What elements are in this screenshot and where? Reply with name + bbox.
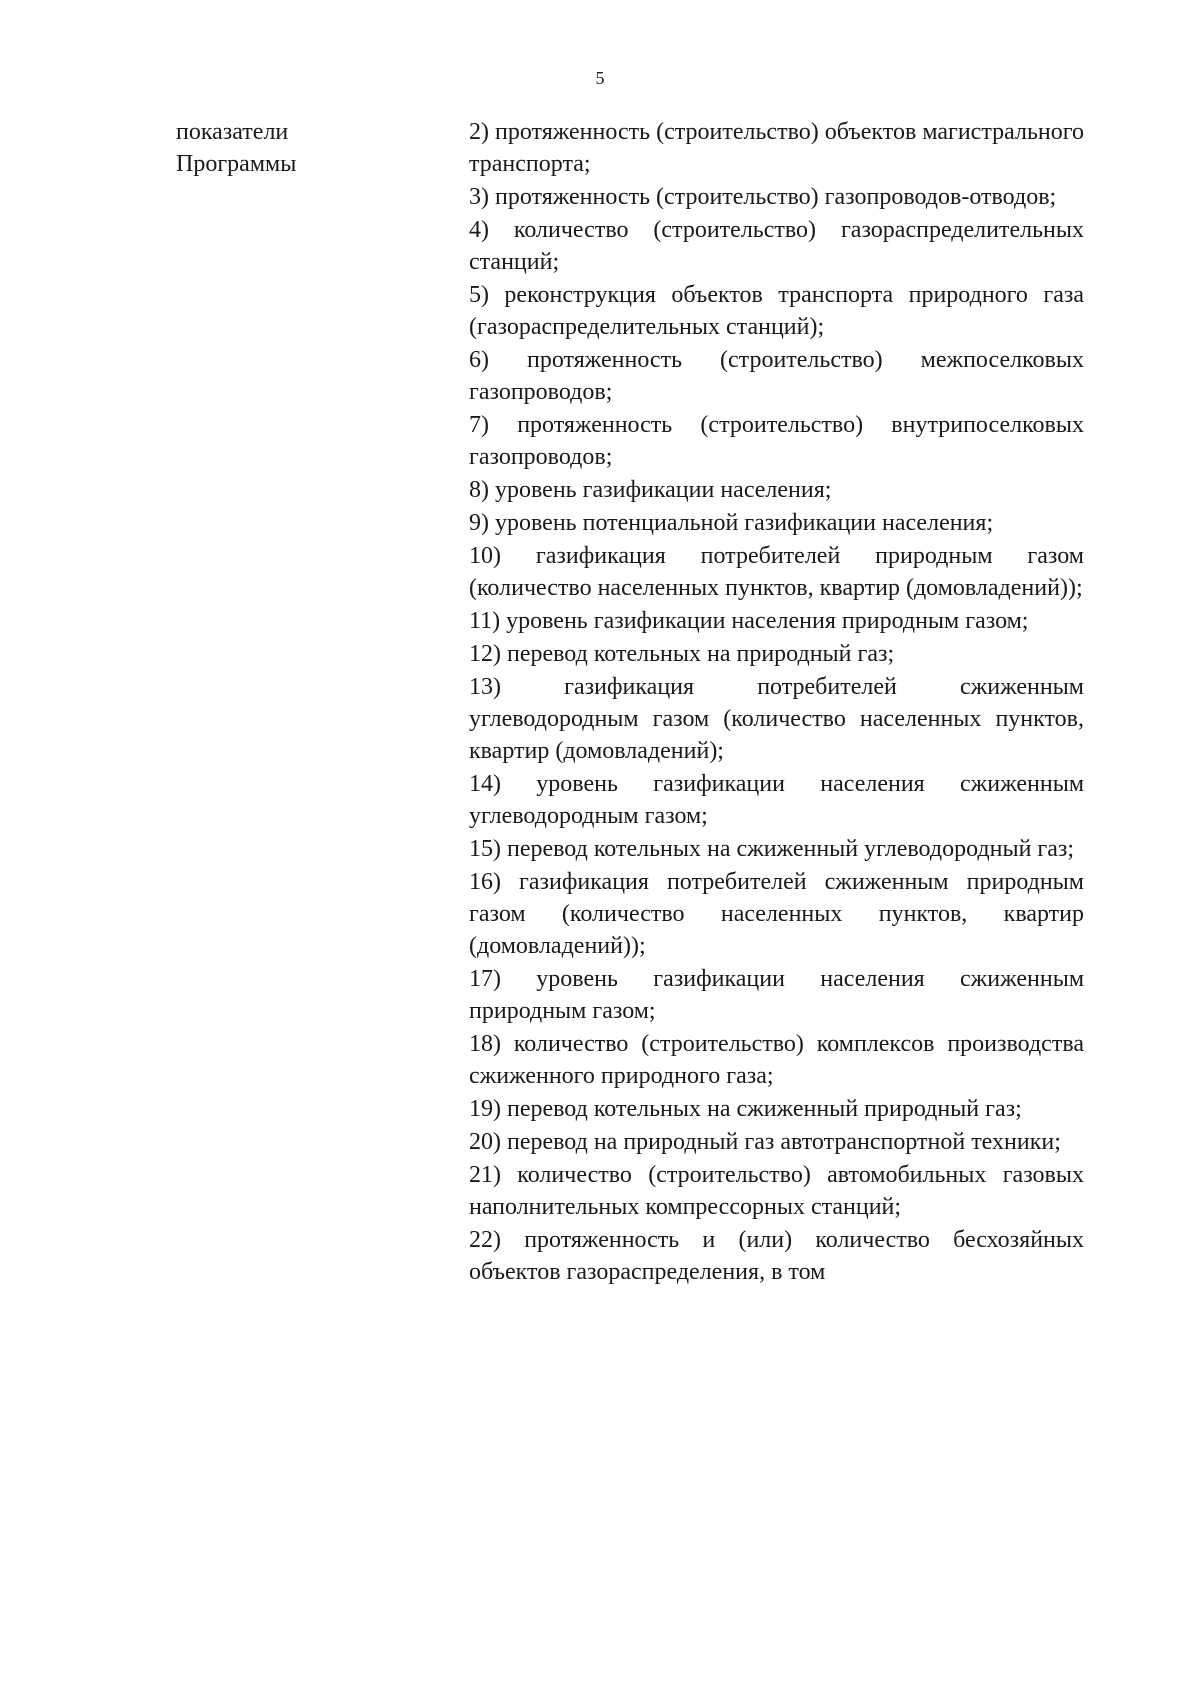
indicator-item: 6) протяженность (строительство) межпоселковых газопроводов; — [469, 347, 1084, 405]
indicator-item: 22) протяженность и (или) количество бесхозяйных объектов газораспределения, в том — [469, 1227, 1084, 1285]
indicator-item: 19) перевод котельных на сжиженный природный газ; — [469, 1096, 1022, 1122]
indicator-item: 13) газификация потребителей сжиженным углеводородным газом (количество населенных пунктов, квартир (домовладений); — [469, 674, 1084, 764]
indicator-item: 2) протяженность (строительство) объектов магистрального транспорта; — [469, 119, 1084, 177]
indicator-item: 11) уровень газификации населения природным газом; — [469, 608, 1029, 634]
indicator-list — [469, 116, 1084, 1288]
indicator-item: 21) количество (строительство) автомобильных газовых наполнительных компрессорных станций; — [469, 1162, 1084, 1220]
indicator-item: 5) реконструкция объектов транспорта природного газа (газораспределительных станций); — [469, 282, 1084, 340]
indicator-item: 15) перевод котельных на сжиженный углеводородный газ; — [469, 836, 1075, 862]
indicator-item: 20) перевод на природный газ автотранспортной техники; — [469, 1129, 1061, 1155]
indicator-item: 16) газификация потребителей сжиженным природным газом (количество населенных пунктов, квартир (домовладений)); — [469, 869, 1084, 959]
indicator-item: 8) уровень газификации населения; — [469, 477, 832, 503]
indicator-item: 3) протяженность (строительство) газопроводов-отводов; — [469, 184, 1057, 210]
indicator-item: 12) перевод котельных на природный газ; — [469, 641, 895, 667]
indicator-item: 9) уровень потенциальной газификации населения; — [469, 510, 994, 536]
indicator-item: 17) уровень газификации населения сжиженным природным газом; — [469, 966, 1084, 1024]
indicator-item: 4) количество (строительство) газораспределительных станций; — [469, 217, 1084, 275]
indicator-item: 18) количество (строительство) комплексов производства сжиженного природного газа; — [469, 1031, 1084, 1089]
indicator-item: 10) газификация потребителей природным газом (количество населенных пунктов, квартир (домовладений)); — [469, 543, 1084, 601]
indicator-item: 7) протяженность (строительство) внутрипоселковых газопроводов; — [469, 412, 1084, 470]
page-number: 5 — [595, 68, 605, 88]
section-label-line-1: показатели — [176, 119, 289, 145]
section-label — [176, 116, 396, 180]
section-label-line-2: Программы — [176, 151, 297, 177]
indicator-item: 14) уровень газификации населения сжиженным углеводородным газом; — [469, 771, 1084, 829]
